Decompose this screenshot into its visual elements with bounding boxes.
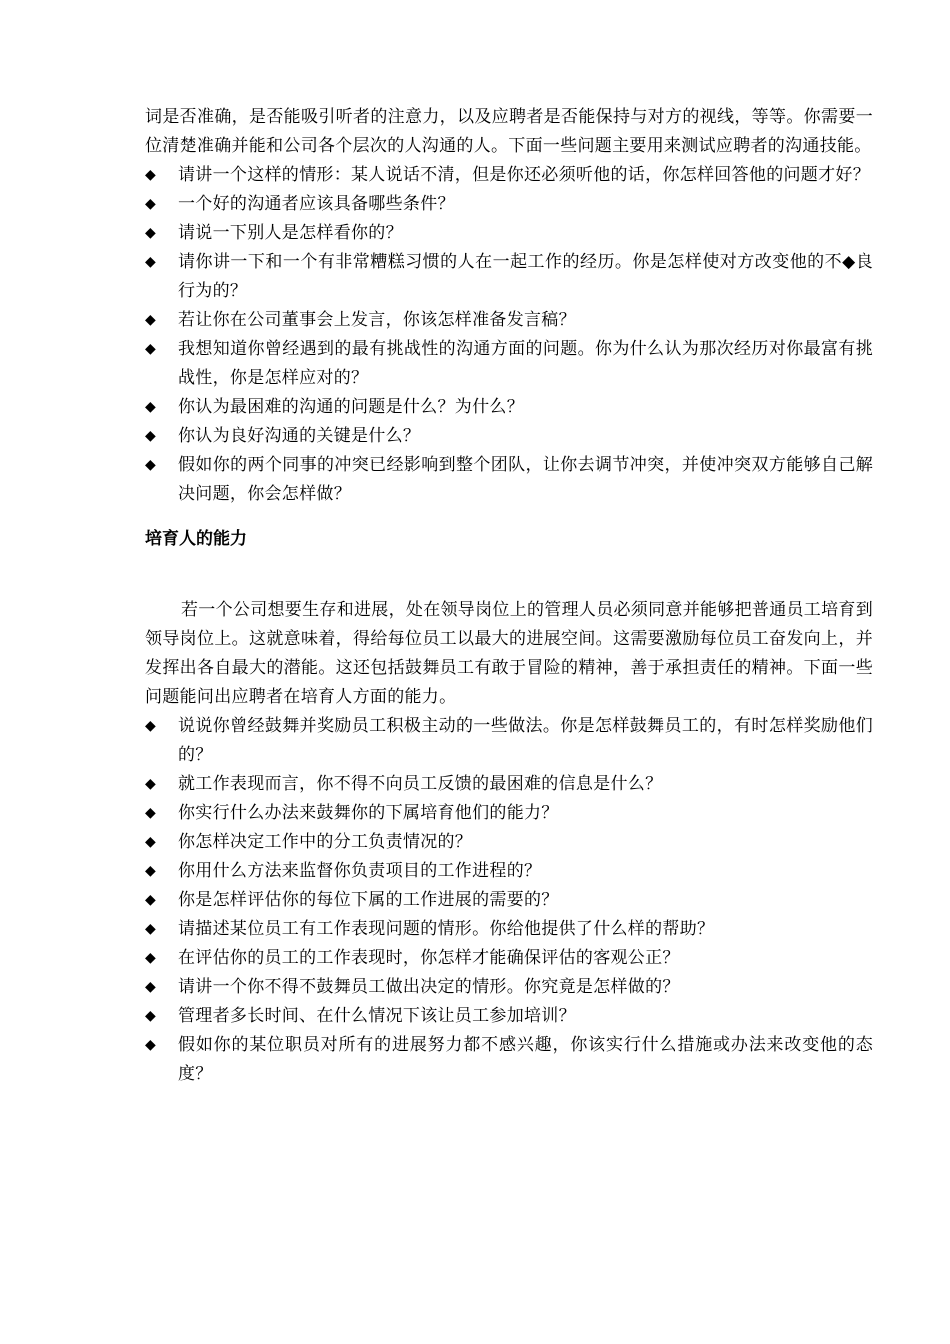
- document-page: [145, 103, 873, 1089]
- diamond-bullet-icon: ◆: [145, 167, 157, 183]
- diamond-bullet-icon: ◆: [145, 225, 157, 241]
- list-item-text: 请你讲一下和一个有非常糟糕习惯的人在一起工作的经历。你是怎样使对方改变他的不◆良行为的？: [178, 252, 873, 301]
- list-item: [145, 335, 873, 393]
- list-item: [145, 161, 873, 190]
- list-item: [145, 886, 873, 915]
- diamond-bullet-icon: ◆: [145, 1008, 157, 1024]
- list-item-text: 你认为最困难的沟通的问题是什么？为什么？: [178, 397, 524, 417]
- list-item-text: 请讲一个这样的情形：某人说话不清，但是你还必须听他的话，你怎样回答他的问题才好？: [178, 165, 870, 185]
- diamond-bullet-icon: ◆: [145, 805, 157, 821]
- list-item-text: 你实行什么办法来鼓舞你的下属培育他们的能力？: [178, 803, 559, 823]
- list-item-text: 就工作表现而言，你不得不向员工反馈的最困难的信息是什么？: [178, 774, 663, 794]
- list-item: [145, 857, 873, 886]
- diamond-bullet-icon: ◆: [145, 892, 157, 908]
- diamond-bullet-icon: ◆: [145, 718, 157, 734]
- list-item: [145, 1002, 873, 1031]
- list-item-text: 若让你在公司董事会上发言，你该怎样准备发言稿？: [178, 310, 576, 330]
- list-item-text: 你认为良好沟通的关键是什么？: [178, 426, 421, 446]
- diamond-bullet-icon: ◆: [145, 196, 157, 212]
- diamond-bullet-icon: ◆: [145, 1037, 157, 1053]
- diamond-bullet-icon: ◆: [145, 399, 157, 415]
- diamond-bullet-icon: ◆: [145, 950, 157, 966]
- list-item: [145, 799, 873, 828]
- training-question-list: [145, 712, 873, 1089]
- list-item-text: 在评估你的员工的工作表现时，你怎样才能确保评估的客观公正？: [178, 948, 680, 968]
- list-item-text: 一个好的沟通者应该具备哪些条件？: [178, 194, 455, 214]
- list-item-text: 请描述某位员工有工作表现问题的情形。你给他提供了什么样的帮助？: [178, 919, 715, 939]
- list-item: [145, 393, 873, 422]
- diamond-bullet-icon: ◆: [145, 863, 157, 879]
- list-item: [145, 451, 873, 509]
- list-item: [145, 973, 873, 1002]
- list-item-text: 你是怎样评估你的每位下属的工作进展的需要的？: [178, 890, 559, 910]
- list-item: [145, 219, 873, 248]
- list-item: [145, 915, 873, 944]
- diamond-bullet-icon: ◆: [145, 834, 157, 850]
- list-item: [145, 248, 873, 306]
- list-item-text: 请讲一个你不得不鼓舞员工做出决定的情形。你究竟是怎样做的？: [178, 977, 680, 997]
- diamond-bullet-icon: ◆: [145, 312, 157, 328]
- diamond-bullet-icon: ◆: [145, 428, 157, 444]
- list-item-text: 管理者多长时间、在什么情况下该让员工参加培训？: [178, 1006, 576, 1026]
- list-item-text: 你用什么方法来监督你负责项目的工作进程的？: [178, 861, 542, 881]
- list-item: [145, 770, 873, 799]
- intro-paragraph: 词是否准确，是否能吸引听者的注意力，以及应聘者是否能保持与对方的视线，等等。你需要一位清楚准确并能和公司各个层次的人沟通的人。下面一些问题主要用来测试应聘者的沟通技能。: [145, 107, 873, 156]
- list-item: [145, 422, 873, 451]
- list-item: [145, 712, 873, 770]
- list-item: [145, 944, 873, 973]
- section-heading: 培育人的能力: [145, 529, 247, 549]
- list-item-text: 说说你曾经鼓舞并奖励员工积极主动的一些做法。你是怎样鼓舞员工的，有时怎样奖励他们的？: [178, 716, 873, 765]
- list-item-text: 我想知道你曾经遇到的最有挑战性的沟通方面的问题。你为什么认为那次经历对你最富有挑战性，你是怎样应对的？: [178, 339, 873, 388]
- diamond-bullet-icon: ◆: [145, 776, 157, 792]
- list-item: [145, 190, 873, 219]
- diamond-bullet-icon: ◆: [145, 979, 157, 995]
- list-item: [145, 306, 873, 335]
- list-item: [145, 1031, 873, 1089]
- communication-question-list: [145, 161, 873, 509]
- spacer: [145, 554, 873, 596]
- diamond-bullet-icon: ◆: [145, 341, 157, 357]
- diamond-bullet-icon: ◆: [145, 254, 157, 270]
- section-paragraph: 若一个公司想要生存和进展，处在领导岗位上的管理人员必须同意并能够把普通员工培育到领导岗位上。这就意味着，得给每位员工以最大的进展空间。这需要激励每位员工奋发向上，并发挥出各自最大的潜能。这还包括鼓舞员工有敢于冒险的精神，善于承担责任的精神。下面一些问题能问出应聘者在培育人方面的能力。: [145, 600, 873, 707]
- list-item: [145, 828, 873, 857]
- diamond-bullet-icon: ◆: [145, 457, 157, 473]
- list-item-text: 假如你的两个同事的冲突已经影响到整个团队，让你去调节冲突，并使冲突双方能够自己解决问题，你会怎样做？: [178, 455, 873, 504]
- diamond-bullet-icon: ◆: [145, 921, 157, 937]
- list-item-text: 你怎样决定工作中的分工负责情况的？: [178, 832, 473, 852]
- list-item-text: 请说一下别人是怎样看你的？: [178, 223, 403, 243]
- list-item-text: 假如你的某位职员对所有的进展努力都不感兴趣，你该实行什么措施或办法来改变他的态度？: [178, 1035, 873, 1084]
